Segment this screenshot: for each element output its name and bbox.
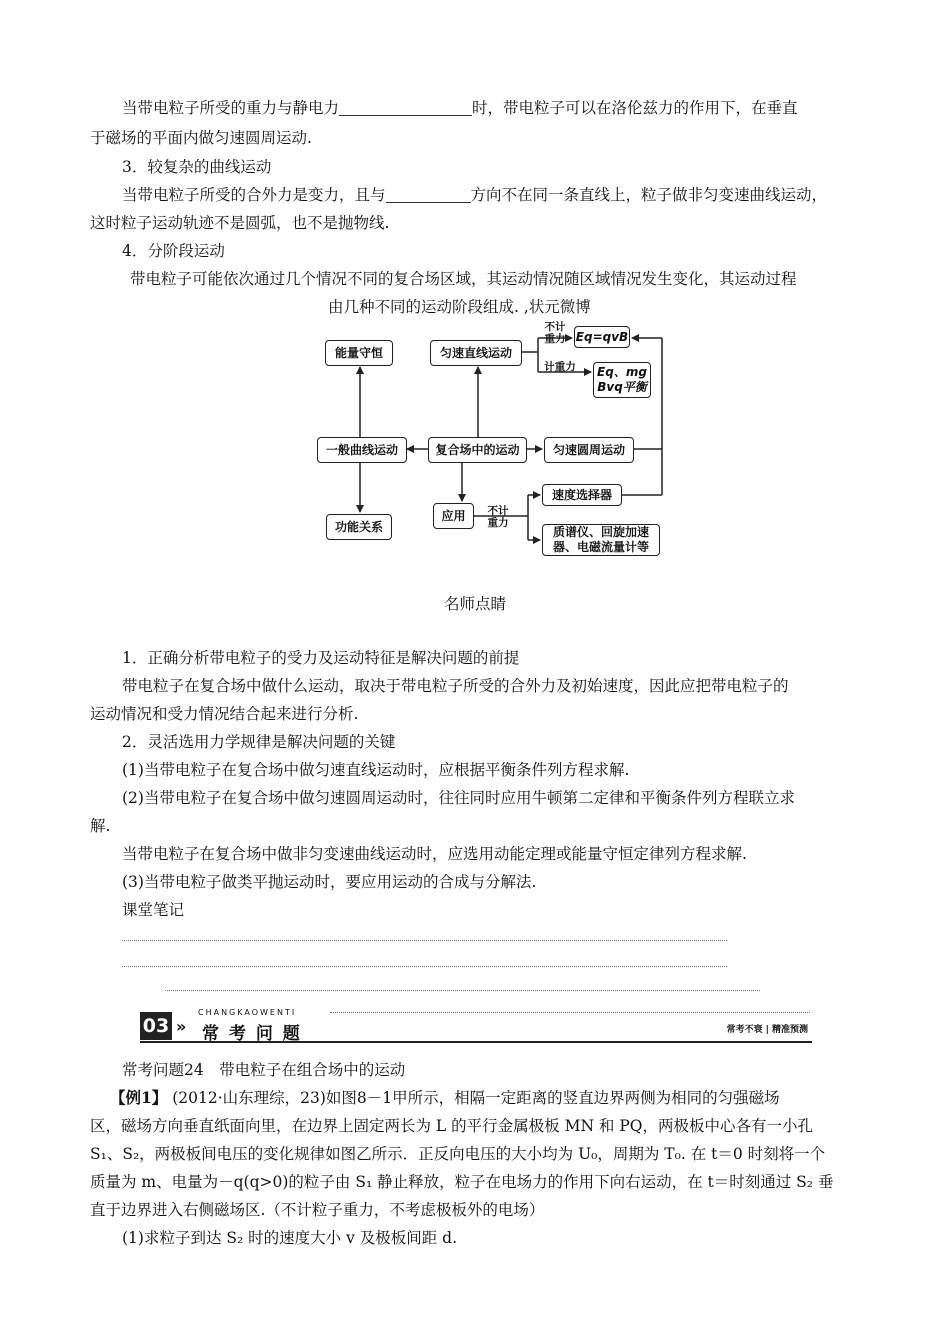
banner-number: 03 [140,1012,172,1040]
text-line: (1)当带电粒子在复合场中做匀速直线运动时，应根据平衡条件列方程求解. [122,761,630,779]
section-title: 4．分阶段运动 [122,242,225,260]
label-with-gravity: 计重力 [544,361,576,373]
box-eq-qvb: Eq=qvB [574,326,630,348]
example-label: 【例1】 [110,1088,168,1107]
text-line: 直于边界进入右侧磁场区.（不计粒子重力，不考虑极板外的电场） [90,1201,545,1219]
text-line: (3)当带电粒子做类平抛运动时，要应用运动的合成与分解法. [122,873,537,891]
box-composite-field-motion: 复合场中的运动 [428,437,527,463]
box-velocity-selector: 速度选择器 [542,484,622,506]
text-line: 质量为 m、电量为－q(q>0)的粒子由 S₁ 静止释放，粒子在电场力的作用下向右运动，在 t＝时刻通过 S₂ 垂 [90,1173,834,1191]
section-title: 3．较复杂的曲线运动 [122,158,272,176]
text-line: (2)当带电粒子在复合场中做匀速圆周运动时，往往同时应用牛顿第二定律和平衡条件列方程联立求 [122,789,795,807]
notes-label: 课堂笔记 [122,901,185,919]
box-energy-conservation: 能量守恒 [325,340,393,366]
text-line: 由几种不同的运动阶段组成. ,状元微博 [328,298,591,316]
box-work-energy-relation: 功能关系 [326,514,392,540]
banner-rule [330,1012,810,1013]
text-line: 【例1】 (2012·山东理综，23)如图8－1甲所示，相隔一定距离的竖直边界两侧为相同的匀强磁场 [110,1088,780,1107]
text-line: 区，磁场方向垂直纸面向里，在边界上固定两长为 L 的平行金属极板 MN 和 PQ，两极板中心各有一小孔 [90,1117,814,1135]
text-line: 2．灵活选用力学规律是解决问题的关键 [122,733,396,751]
banner-underline [140,1041,812,1043]
problem-title: 常考问题24 带电粒子在组合场中的运动 [122,1061,406,1079]
chevron-icon: » [176,1017,187,1036]
text-line: 带电粒子在复合场中做什么运动，取决于带电粒子所受的合外力及初始速度，因此应把带电粒子的 [122,677,789,695]
box-devices: 质谱仪、回旋加速 器、电磁流量计等 [542,524,660,556]
question-1: (1)求粒子到达 S₂ 时的速度大小 v 及极板间距 d. [122,1229,458,1247]
text-line: 带电粒子可能依次通过几个情况不同的复合场区域，其运动情况随区域情况发生变化，其运动过程 [130,270,797,288]
text-line: 于磁场的平面内做匀速圆周运动. [90,129,312,147]
text-line: 运动情况和受力情况结合起来进行分析. [90,705,359,723]
box-application: 应用 [433,503,474,529]
text-line: 解. [90,817,111,835]
banner-title: 常 考 问 题 [202,1024,302,1044]
box-general-curve-motion: 一般曲线运动 [317,437,407,463]
notes-line[interactable] [122,940,727,941]
tips-heading: 名师点睛 [444,595,507,613]
text-line: 这时粒子运动轨迹不是圆弧，也不是抛物线. [90,214,390,232]
banner-slogan: 常考不衰 | 精准预测 [726,1025,808,1035]
section-banner [140,1008,812,1042]
box-uniform-circular-motion: 匀速圆周运动 [544,437,634,463]
label-no-gravity-bottom: 不计 重力 [487,505,509,529]
label-no-gravity-top: 不计 重力 [544,321,566,345]
text-line: 1．正确分析带电粒子的受力及运动特征是解决问题的前提 [122,649,520,667]
banner-pinyin: CHANGKAOWENTI [198,1008,297,1017]
text-line: 当带电粒子所受的合外力是变力，且与 方向不在同一条直线上，粒子做非匀变速曲线运动， [122,186,828,204]
notes-line[interactable] [122,966,727,967]
notes-line[interactable] [165,990,760,991]
box-uniform-linear-motion: 匀速直线运动 [430,340,522,366]
box-force-balance: Eq、mg Bvq平衡 [593,362,651,398]
text-line: 当带电粒子所受的重力与静电力 时，带电粒子可以在洛伦兹力的作用下，在垂直 [122,99,798,117]
text-line: S₁、S₂，两极板间电压的变化规律如图乙所示．正反向电压的大小均为 U₀，周期为 T₀. 在 t＝0 时刻将一个 [90,1145,826,1163]
text-line: 当带电粒子在复合场中做非匀变速曲线运动时，应选用动能定理或能量守恒定律列方程求解. [122,845,747,863]
